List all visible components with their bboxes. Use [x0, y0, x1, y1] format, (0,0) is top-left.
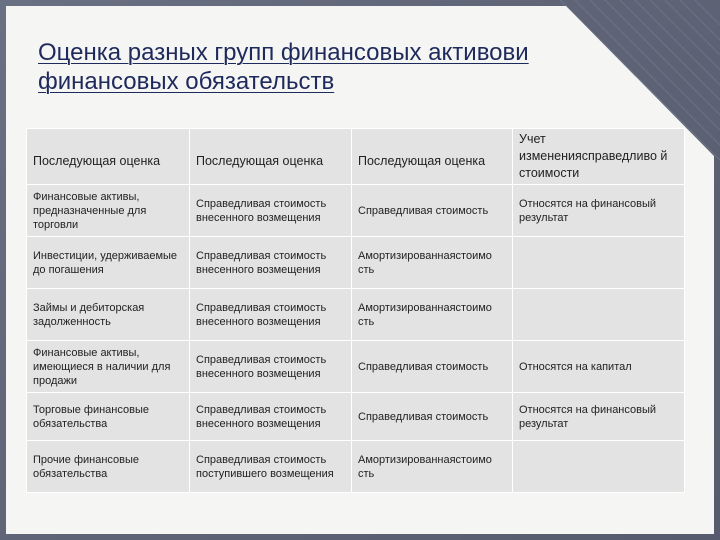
table-cell: Инвестиции, удерживаемые до погашения: [27, 237, 190, 289]
slide-title-line-2: финансовых обязательств: [38, 68, 335, 95]
table-cell: Справедливая стоимость поступившего возмещения: [190, 441, 352, 493]
table-cell: Справедливая стоимость внесенного возмещения: [190, 237, 352, 289]
slide-title: [38, 38, 598, 96]
table-cell: Амортизированнаястоимо сть: [352, 237, 513, 289]
table-row: [27, 185, 685, 237]
table-header-cell: Учет изменениясправедливо й стоимости: [513, 129, 685, 185]
table-cell: Справедливая стоимость внесенного возмещения: [190, 185, 352, 237]
table-cell: Справедливая стоимость внесенного возмещения: [190, 341, 352, 393]
table-cell: Финансовые активы, предназначенные для торговли: [27, 185, 190, 237]
assets-valuation-table: [26, 128, 685, 493]
table-cell: Справедливая стоимость: [352, 393, 513, 441]
table-cell: Справедливая стоимость: [352, 341, 513, 393]
table-cell: Займы и дебиторская задолженность: [27, 289, 190, 341]
table-header-cell: Последующая оценка: [190, 129, 352, 185]
table-cell: Относятся на финансовый результат: [513, 185, 685, 237]
slide-title-line-1: Оценка разных групп финансовых активови: [38, 39, 529, 66]
table-header-row: [27, 129, 685, 185]
table-row: [27, 393, 685, 441]
table-cell: Прочие финансовые обязательства: [27, 441, 190, 493]
table-cell: Относятся на финансовый результат: [513, 393, 685, 441]
table-row: [27, 237, 685, 289]
table-cell: Справедливая стоимость внесенного возмещения: [190, 393, 352, 441]
table-cell: Торговые финансовые обязательства: [27, 393, 190, 441]
table-cell: [513, 289, 685, 341]
table-header-cell: Последующая оценка: [352, 129, 513, 185]
table-row: [27, 441, 685, 493]
table-cell: Относятся на капитал: [513, 341, 685, 393]
table-cell: Финансовые активы, имеющиеся в наличии для продажи: [27, 341, 190, 393]
table-cell: Амортизированнаястоимо сть: [352, 289, 513, 341]
table-cell: Справедливая стоимость внесенного возмещения: [190, 289, 352, 341]
table-cell: Амортизированнаястоимо сть: [352, 441, 513, 493]
table-row: [27, 289, 685, 341]
table-cell: [513, 441, 685, 493]
table-header-cell: Последующая оценка: [27, 129, 190, 185]
table-cell: [513, 237, 685, 289]
table-row: [27, 341, 685, 393]
assets-valuation-table-container: [26, 128, 684, 492]
table-cell: Справедливая стоимость: [352, 185, 513, 237]
